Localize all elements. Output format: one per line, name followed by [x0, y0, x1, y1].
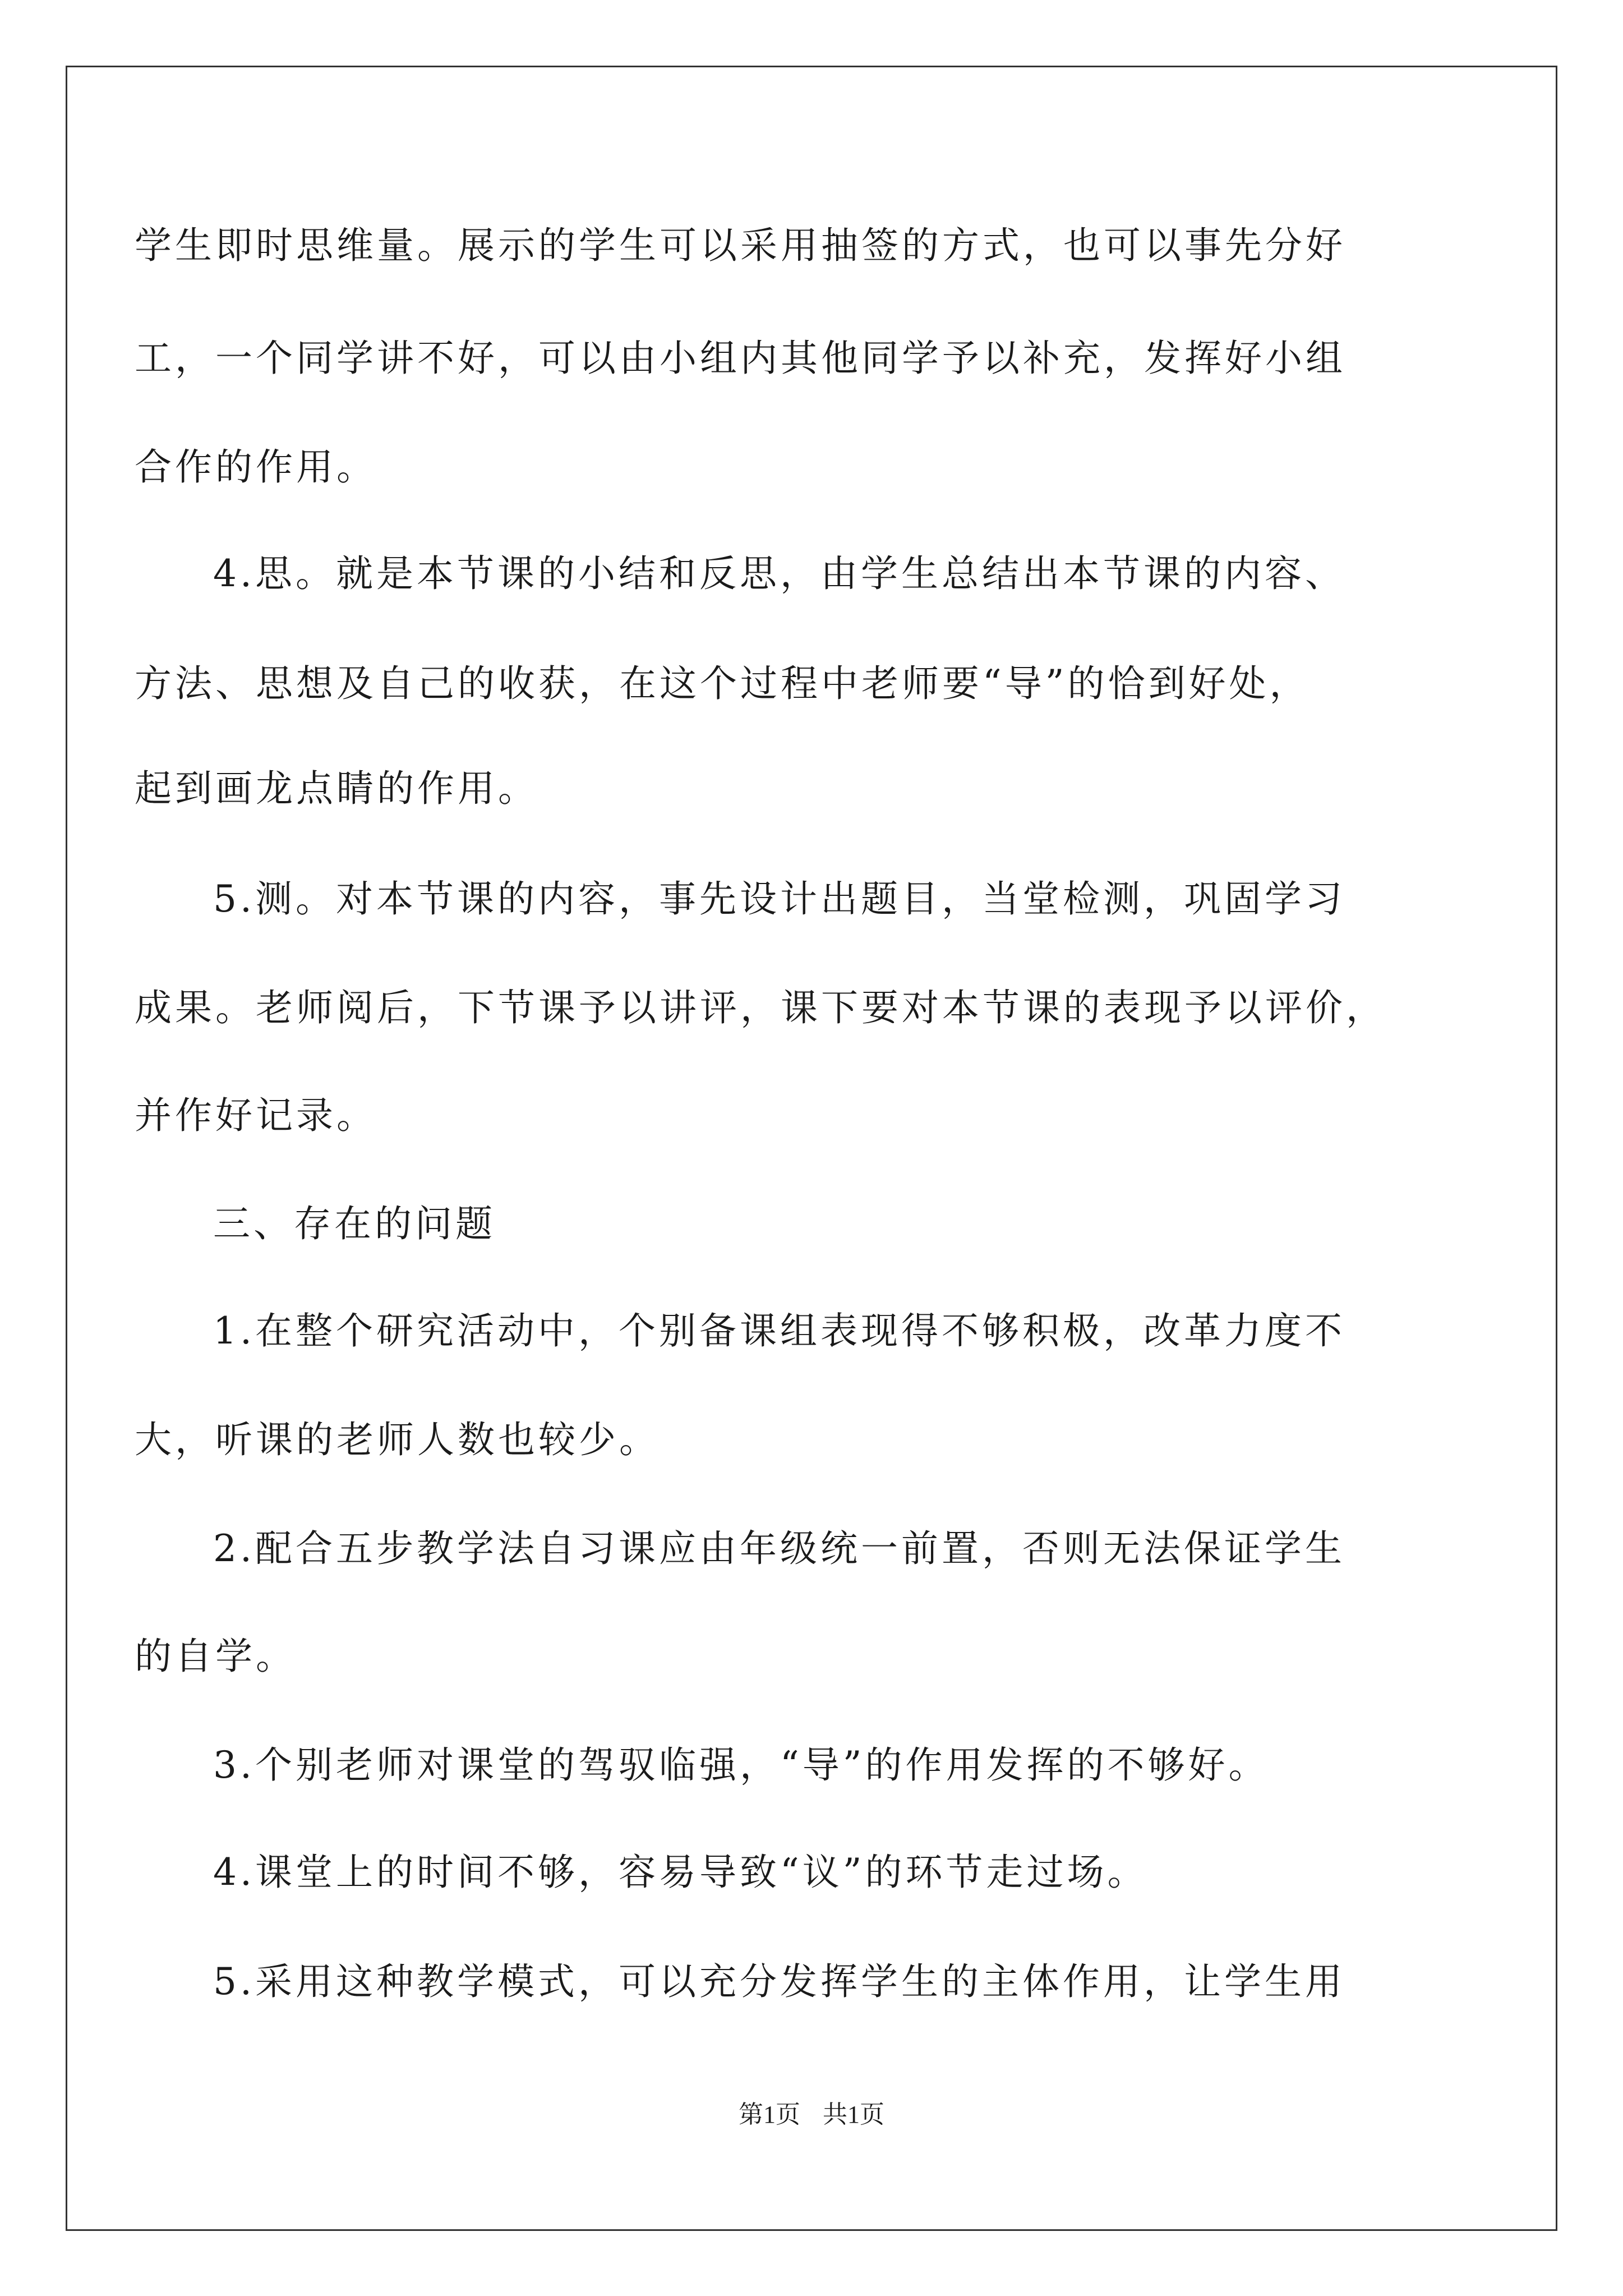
paragraph-line: 5.采用这种教学模式，可以充分发挥学生的主体作用，让学生用: [213, 1960, 1345, 2003]
paragraph-line: 5.测。对本节课的内容，事先设计出题目，当堂检测，巩固学习: [213, 877, 1345, 921]
text-line: 成果。老师阅后，下节课予以讲评，课下要对本节课的表现予以评价，: [135, 986, 1386, 1029]
page-total: 共1页: [823, 2101, 884, 2128]
paragraph-line: 4.思。就是本节课的小结和反思，由学生总结出本节课的内容、: [213, 552, 1345, 595]
text-line: 学生即时思维量。展示的学生可以采用抽签的方式，也可以事先分好: [135, 224, 1346, 267]
paragraph-line: 2.配合五步教学法自习课应由年级统一前置，否则无法保证学生: [213, 1527, 1345, 1570]
text-line: 起到画龙点睛的作用。: [135, 767, 538, 810]
text-line: 方法、思想及自己的收获，在这个过程中老师要“导”的恰到好处，: [135, 662, 1310, 705]
text-line: 大，听课的老师人数也较少。: [135, 1418, 660, 1461]
section-heading: 三、存在的问题: [213, 1202, 496, 1245]
text-line: 工，一个同学讲不好，可以由小组内其他同学予以补充，发挥好小组: [135, 337, 1346, 380]
page-number: 第1页: [739, 2101, 800, 2128]
page-border: [66, 66, 1557, 2231]
text-line: 合作的作用。: [135, 445, 377, 489]
paragraph-line: 1.在整个研究活动中，个别备课组表现得不够积极，改革力度不: [213, 1309, 1345, 1352]
paragraph-line: 3.个别老师对课堂的驾驭临强，“导”的作用发挥的不够好。: [213, 1743, 1269, 1787]
paragraph-line: 4.课堂上的时间不够，容易导致“议”的环节走过场。: [213, 1851, 1148, 1894]
text-line: 的自学。: [135, 1635, 296, 1678]
text-line: 并作好记录。: [135, 1094, 377, 1137]
page-footer: [0, 2102, 1623, 2127]
